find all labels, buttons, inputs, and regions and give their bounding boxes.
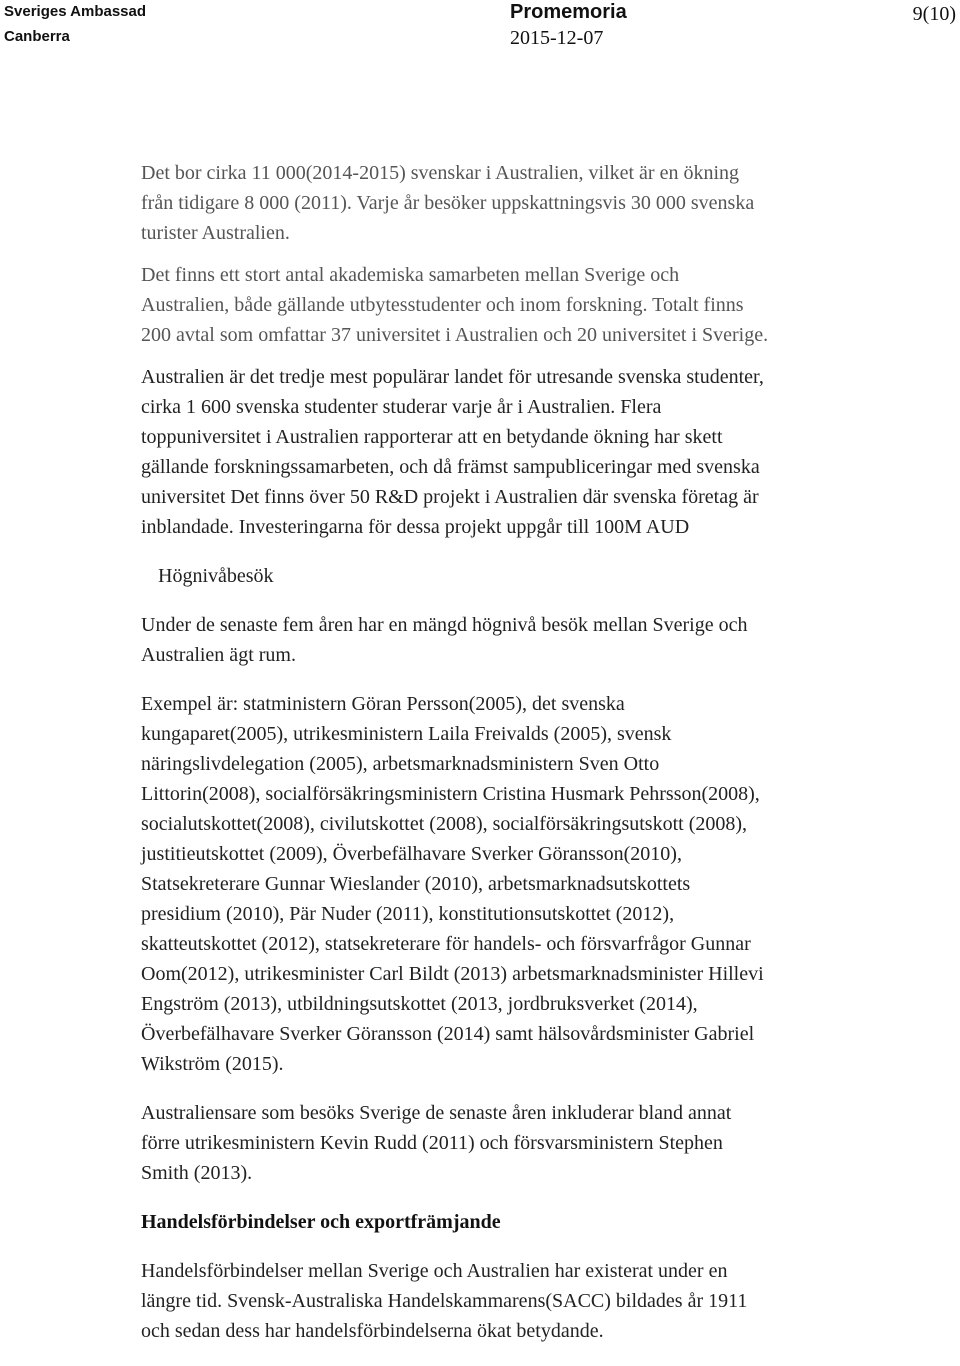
- heading-trade-relations: Handelsförbindelser och exportfrämjande: [141, 1211, 501, 1233]
- document-header: [0, 0, 960, 56]
- paragraph-student-exchange: Australien är det tredje mest populärar landet för utresande svenska studenter, cirka 1 600 svenska studenter studerar varje år i Australien. Flera toppuniversitet i Australien rapporterar att en betydande ökning har skett gällande forskningssamarbeten, och då främst sampubliceringar med svenska universitet Det finns över 50 R&D projekt i Australien där svenska företag är inblandade. Investeringarna för dessa projekt uppgår till 100M AUD: [141, 366, 764, 538]
- header-date: 2015-12-07: [510, 27, 604, 49]
- header-page-number: 9(10): [912, 3, 956, 25]
- header-city: Canberra: [4, 28, 70, 45]
- paragraph-academic-cooperation: Det finns ett stort antal akademiska samarbeten mellan Sverige och Australien, både gällande utbytesstudenter och inom forskning. Totalt finns 200 avtal som omfattar 37 universitet i Australien och 20 universitet i Sverige.: [141, 264, 769, 346]
- paragraph-swedes-in-australia: Det bor cirka 11 000(2014-2015) svenskar i Australien, vilket är en ökning från tidigare 8 000 (2011). Varje år besöker uppskattningsvis 30 000 svenska turister Australien.: [141, 162, 755, 244]
- header-organization: Sveriges Ambassad: [4, 3, 147, 20]
- subheading-high-level-visits: Högnivåbesök: [158, 565, 274, 587]
- paragraph-australian-visitors: Australiensare som besöks Sverige de senaste åren inkluderar bland annat förre utrikesministern Kevin Rudd (2011) och försvarsministern Stephen Smith (2013).: [141, 1102, 732, 1184]
- document-body: [141, 158, 856, 1346]
- paragraph-trade-relations: Handelsförbindelser mellan Sverige och Australien har existerat under en längre tid. Svensk-Australiska Handelskammarens(SACC) bildades år 1911 och sedan dess har handelsförbindelserna ökat betydande.: [141, 1260, 748, 1342]
- paragraph-visit-examples: Exempel är: statministern Göran Persson(2005), det svenska kungaparet(2005), utrikesministern Laila Freivalds (2005), svensk näringslivdelegation (2005), arbetsmarknadsministern Sven Otto Littorin(2008), socialförsäkringsministern Cristina Husmark Pehrsson(2008), socialutskottet(2008), civilutskottet (2008), socialförsäkringsutskott (2008), justitieutskottet (2009), Överbefälhavare Sverker Göransson(2010), Statsekreterare Gunnar Wieslander (2010), arbetsmarknadsutskottets presidium (2010), Pär Nuder (2011), konstitutionsutskottet (2012), skatteutskottet (2012), statsekreterare för handels- och försvarfrågor Gunnar Oom(2012), utrikesminister Carl Bildt (2013) arbetsmarknadsminister Hillevi Engström (2013), utbildningsutskottet (2013, jordbruksverket (2014), Överbefälhavare Sverker Göransson (2014) samt hälsovårdsminister Gabriel Wikström (2015).: [141, 693, 764, 1075]
- paragraph-visits-intro: Under de senaste fem åren har en mängd högnivå besök mellan Sverige och Australien ägt rum.: [141, 614, 748, 666]
- header-document-type: Promemoria: [510, 1, 627, 23]
